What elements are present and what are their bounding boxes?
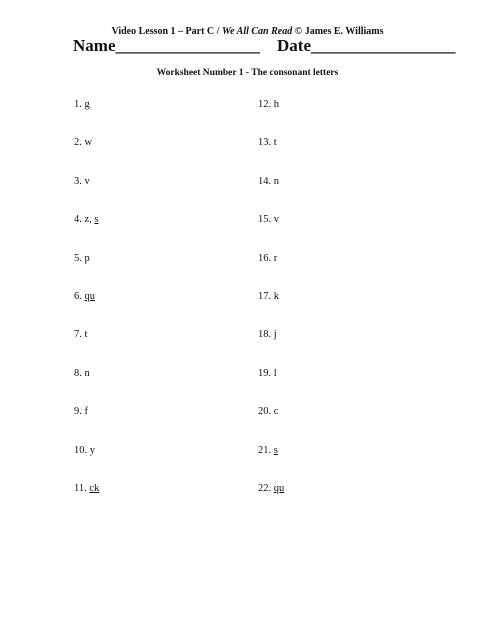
item-letters: n [273, 175, 279, 187]
item-number: 16. [258, 252, 274, 264]
item-letters: v [84, 175, 90, 187]
item-number: 12. [258, 99, 274, 110]
worksheet-item [258, 288, 284, 326]
item-letters: p [84, 252, 90, 264]
item-letters: n [84, 367, 90, 379]
item-underlined-letters: ck [89, 482, 100, 494]
worksheet-item [74, 365, 99, 403]
name-field: Name_________________ [73, 36, 260, 55]
item-number: 20. [258, 406, 274, 418]
item-number: 11. [74, 482, 90, 494]
item-number: 22. [258, 482, 274, 494]
item-letters: c [273, 406, 279, 418]
header-separator: / [214, 26, 222, 37]
item-letters: w [84, 137, 93, 149]
book-title: We All Can Read [221, 26, 293, 37]
worksheet-item [74, 250, 99, 288]
worksheet-item [74, 134, 99, 172]
worksheet-title: Worksheet Number 1 - The consonant letters [156, 68, 339, 78]
worksheet-item [74, 480, 99, 518]
worksheet-item [74, 211, 99, 249]
date-field: Date_________________ [277, 36, 456, 55]
item-number: 4. [74, 214, 85, 226]
item-letters: h [273, 99, 279, 110]
item-underlined-letters: qu [84, 290, 95, 302]
worksheet-item [258, 365, 284, 403]
worksheet-item [258, 96, 284, 134]
worksheet-item [258, 211, 284, 249]
worksheet-item [258, 480, 284, 518]
item-number: 5. [74, 252, 85, 264]
left-item-list [74, 96, 99, 518]
item-letters: k [273, 290, 279, 302]
item-number: 8. [74, 367, 85, 379]
right-item-list [258, 96, 284, 518]
item-number: 9. [74, 406, 85, 418]
worksheet-item [74, 403, 99, 441]
item-number: 13. [258, 137, 274, 149]
item-letters: r [273, 252, 278, 264]
worksheet-item [74, 173, 99, 211]
lesson-label: Video Lesson 1 – Part C [111, 26, 215, 37]
item-number: 15. [258, 214, 274, 226]
worksheet-item [258, 250, 284, 288]
item-letters: y [89, 444, 95, 456]
item-letters: j [273, 329, 277, 341]
item-letters: t [84, 329, 88, 341]
worksheet-item [74, 442, 99, 480]
item-number: 6. [74, 290, 85, 302]
item-letters: t [273, 137, 277, 149]
item-number: 17. [258, 290, 274, 302]
item-letters: l [273, 367, 277, 379]
item-letters: g [84, 99, 90, 110]
item-letters: f [84, 406, 88, 418]
item-number: 1. [74, 99, 85, 110]
item-number: 19. [258, 367, 274, 379]
item-underlined-letters: s [94, 214, 99, 226]
worksheet-item [74, 96, 99, 134]
worksheet-item [258, 442, 284, 480]
worksheet-item [258, 403, 284, 441]
item-underlined-letters: s [273, 444, 278, 456]
item-number: 10. [74, 444, 90, 456]
item-number: 18. [258, 329, 274, 341]
worksheet-item [258, 173, 284, 211]
item-number: 21. [258, 444, 274, 456]
item-number: 14. [258, 175, 274, 187]
item-underlined-letters: qu [273, 482, 285, 494]
worksheet-item [258, 134, 284, 172]
item-number: 2. [74, 137, 85, 149]
author-credit: © James E. Williams [292, 26, 384, 37]
item-number: 3. [74, 175, 85, 187]
worksheet-item [74, 326, 99, 364]
item-number: 7. [74, 329, 85, 341]
item-letters: z, [84, 214, 95, 226]
item-letters: v [273, 214, 279, 226]
worksheet-item [258, 326, 284, 364]
worksheet-item [74, 288, 99, 326]
